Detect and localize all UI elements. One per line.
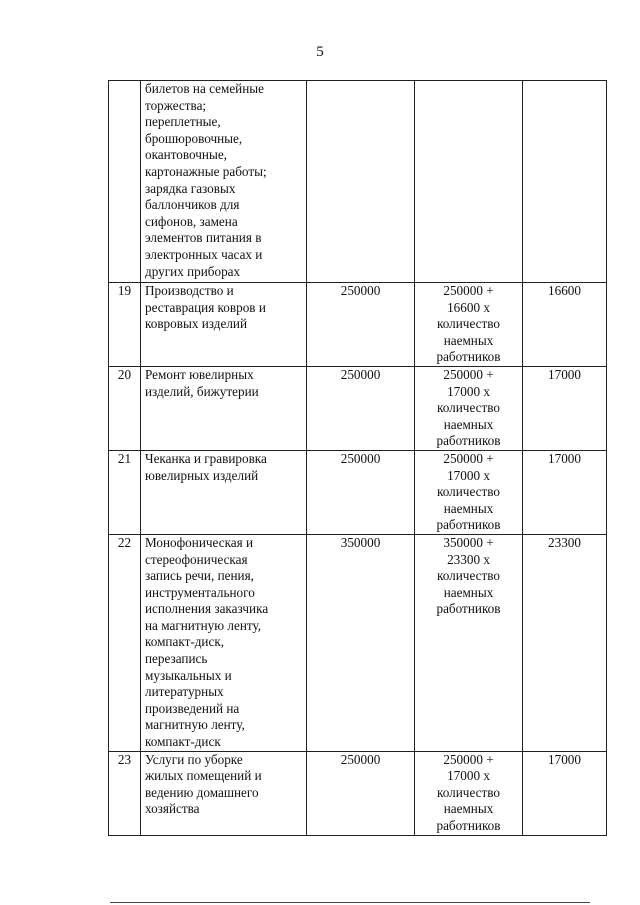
amount-formula-line: работников	[436, 818, 501, 833]
amount-formula-line: количество	[437, 400, 500, 416]
amount-formula	[415, 81, 523, 283]
rate-per-worker	[523, 81, 607, 283]
service-name-line: перезапись	[145, 651, 208, 667]
minimum-amount: 250000	[307, 283, 415, 367]
minimum-amount	[307, 81, 415, 283]
amount-formula-line: 250000 +	[443, 751, 494, 767]
table-row	[109, 450, 607, 534]
rate-per-worker: 23300	[523, 534, 607, 751]
amount-formula-line: наемных	[443, 416, 494, 432]
service-name-line: Услуги по уборке	[145, 751, 243, 767]
service-name-line: ведению домашнего	[145, 784, 259, 800]
service-name-line: брошюровочные,	[145, 130, 243, 146]
service-name-line: реставрация ковров и	[145, 299, 266, 315]
service-name-line: Ремонт ювелирных	[145, 366, 254, 382]
service-name-line: компакт-диск	[145, 734, 221, 750]
service-name-line: запись речи, пения,	[145, 568, 254, 584]
amount-formula-line: количество	[437, 484, 500, 500]
row-number: 21	[109, 450, 141, 534]
service-name-line: Монофоническая и	[145, 534, 254, 550]
amount-formula-line: работников	[436, 433, 501, 449]
minimum-amount: 250000	[307, 450, 415, 534]
amount-formula-line: наемных	[443, 332, 494, 348]
service-name-line: ювелирных изделий	[145, 467, 259, 483]
service-name-line: магнитную ленту,	[145, 717, 245, 733]
service-name-line: произведений на	[145, 700, 240, 716]
bottom-rule	[110, 902, 590, 903]
service-name-line: зарядка газовых	[145, 180, 236, 196]
page-number: 5	[316, 44, 324, 60]
row-number	[109, 81, 141, 283]
service-name-line: сифонов, замена	[145, 213, 238, 229]
rate-per-worker: 17000	[523, 751, 607, 835]
amount-formula-line: 17000 х	[447, 383, 490, 399]
amount-formula-line: количество	[437, 784, 500, 800]
amount-formula	[415, 534, 523, 751]
amount-formula-line: 16600 х	[447, 299, 490, 315]
service-name	[141, 366, 307, 450]
service-name-line: изделий, бижутерии	[145, 383, 259, 399]
service-name-line: жилых помещений и	[145, 768, 262, 784]
amount-formula-line: 350000 +	[443, 534, 494, 550]
service-name-line: ковровых изделий	[145, 316, 248, 332]
table-row	[109, 81, 607, 283]
service-name-line: исполнения заказчика	[145, 601, 269, 617]
service-name	[141, 534, 307, 751]
amount-formula-line: 17000 х	[447, 768, 490, 784]
service-name-line: музыкальных и	[145, 667, 232, 683]
table-row	[109, 283, 607, 367]
row-number: 19	[109, 283, 141, 367]
amount-formula	[415, 450, 523, 534]
service-name-line: Чеканка и гравировка	[145, 450, 267, 466]
amount-formula-line: работников	[436, 349, 501, 365]
service-name-line: хозяйства	[145, 801, 200, 817]
service-name-line: Производство и	[145, 283, 234, 298]
service-name-line: баллончиков для	[145, 197, 240, 213]
service-name-line: компакт-диск,	[145, 634, 225, 650]
service-name	[141, 450, 307, 534]
service-name-line: элементов питания в	[145, 230, 262, 246]
amount-formula-line: 250000 +	[443, 366, 494, 382]
service-name-line: картонажные работы;	[145, 163, 267, 179]
service-name-line: электронных часах и	[145, 246, 263, 262]
service-name	[141, 283, 307, 367]
amount-formula-line: работников	[436, 601, 501, 617]
service-name-line: инструментального	[145, 584, 255, 600]
amount-formula	[415, 366, 523, 450]
row-number: 22	[109, 534, 141, 751]
service-name-line: билетов на семейные	[145, 81, 265, 96]
amount-formula-line: наемных	[443, 801, 494, 817]
amount-formula-line: 250000 +	[443, 450, 494, 466]
amount-formula-line: количество	[437, 316, 500, 332]
rate-per-worker: 17000	[523, 366, 607, 450]
minimum-amount: 250000	[307, 751, 415, 835]
service-name-line: окантовочные,	[145, 147, 227, 163]
amount-formula-line: наемных	[443, 584, 494, 600]
amount-formula-line: количество	[437, 568, 500, 584]
row-number: 23	[109, 751, 141, 835]
service-name-line: стереофоническая	[145, 551, 248, 567]
table-row	[109, 751, 607, 835]
amount-formula-line: наемных	[443, 500, 494, 516]
service-name-line: на магнитную ленту,	[145, 617, 262, 633]
amount-formula-line: 23300 х	[447, 551, 490, 567]
service-name-line: литературных	[145, 684, 224, 700]
table-row	[109, 366, 607, 450]
rate-per-worker: 17000	[523, 450, 607, 534]
service-name-line: переплетные,	[145, 114, 221, 130]
minimum-amount: 350000	[307, 534, 415, 751]
amount-formula-line: работников	[436, 517, 501, 533]
table-body	[109, 81, 607, 836]
amount-formula-line: 250000 +	[443, 283, 494, 298]
table-row	[109, 534, 607, 751]
amount-formula	[415, 751, 523, 835]
rate-per-worker: 16600	[523, 283, 607, 367]
amount-formula-line: 17000 х	[447, 467, 490, 483]
amount-formula	[415, 283, 523, 367]
row-number: 20	[109, 366, 141, 450]
service-name-line: торжества;	[145, 97, 207, 113]
service-name	[141, 751, 307, 835]
service-name-line: других приборах	[145, 263, 241, 279]
tariff-table	[108, 80, 607, 836]
service-name	[141, 81, 307, 283]
minimum-amount: 250000	[307, 366, 415, 450]
